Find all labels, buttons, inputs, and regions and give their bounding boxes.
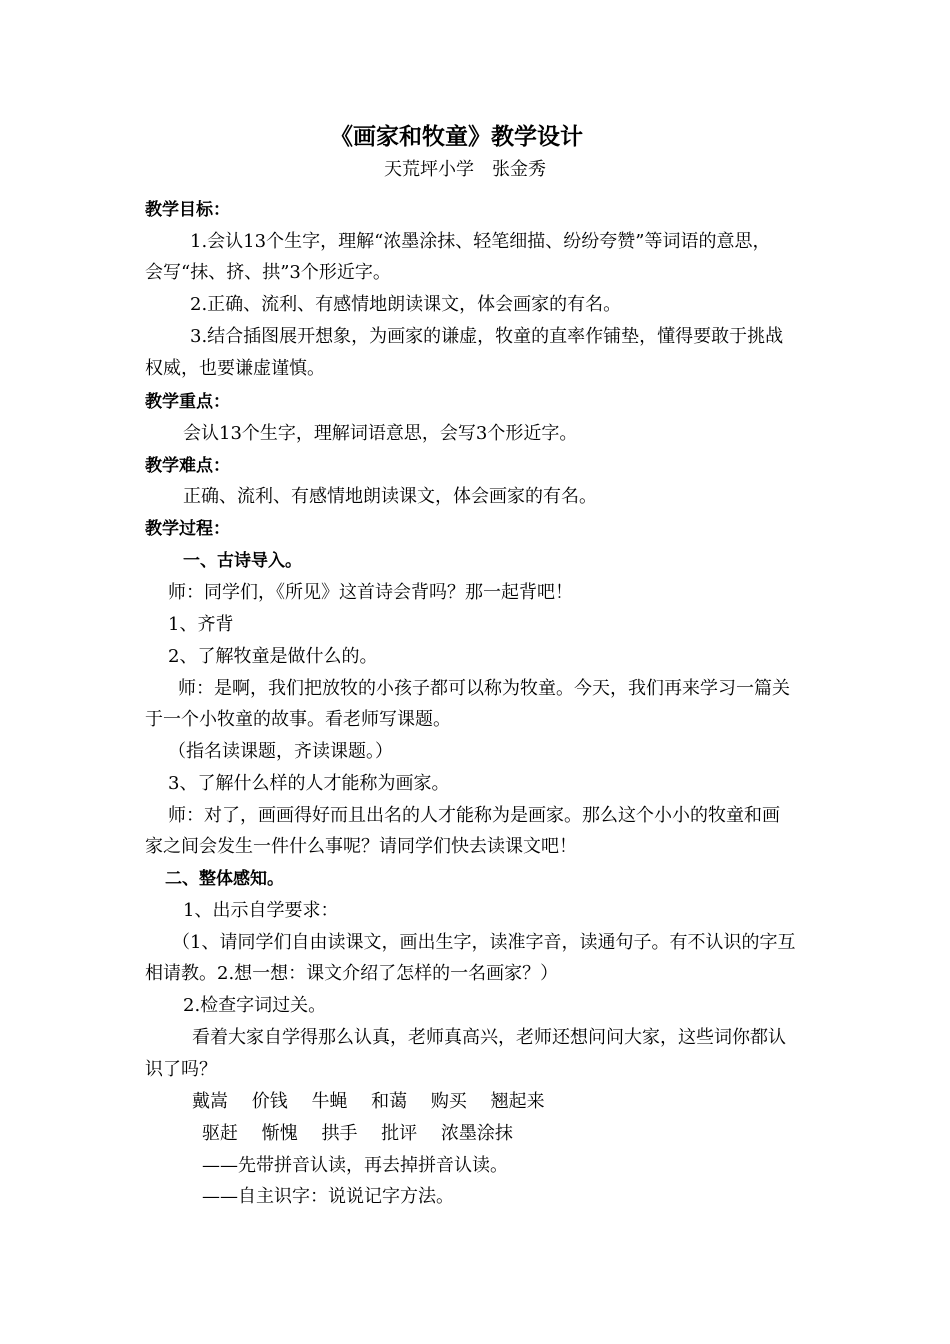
process-heading: 教学过程： bbox=[145, 519, 230, 539]
goal-1-line-1: 1.会认13个生字，理解“浓墨涂抹、轻笔细描、纷纷夸赞”等词语的意思， bbox=[190, 231, 771, 252]
paragraph: 看着大家自学得那么认真，老师真高兴，老师还想问问大家，这些词你都认 bbox=[192, 1027, 786, 1048]
paragraph: ——先带拼音认读，再去掉拼音认读。 bbox=[202, 1155, 508, 1176]
paragraph: （1、请同学们自由读课文，画出生字，读准字音，读通句子。有不认识的字互 bbox=[172, 932, 796, 953]
paragraph: 家之间会发生一件什么事呢？请同学们快去读课文吧！ bbox=[145, 836, 577, 857]
author-line: 天荒坪小学 张金秀 bbox=[384, 159, 546, 180]
vocabulary-row-1: 戴嵩 价钱 牛蝇 和蔼 购买 翘起来 bbox=[192, 1091, 545, 1112]
paragraph: 识了吗？ bbox=[145, 1059, 217, 1080]
key-points-text: 会认13个生字，理解词语意思，会写3个形近字。 bbox=[183, 423, 578, 444]
paragraph: 相请教。2.想一想：课文介绍了怎样的一名画家？） bbox=[145, 963, 559, 984]
goals-heading: 教学目标： bbox=[145, 200, 230, 220]
paragraph: 于一个小牧童的故事。看老师写课题。 bbox=[145, 709, 451, 730]
goal-3-line-1: 3.结合插图展开想象，为画家的谦虚，牧童的直率作铺垫，懂得要敢于挑战 bbox=[190, 326, 784, 347]
paragraph: 2.检查字词过关。 bbox=[183, 995, 327, 1016]
paragraph: 师：同学们，《所见》这首诗会背吗？那一起背吧！ bbox=[168, 582, 573, 603]
paragraph: 1、出示自学要求： bbox=[183, 900, 339, 921]
paragraph: 师：对了，画画得好而且出名的人才能称为是画家。那么这个小小的牧童和画 bbox=[168, 805, 780, 826]
vocabulary-row-2: 驱赶 惭愧 拱手 批评 浓墨涂抹 bbox=[202, 1123, 513, 1144]
difficult-points-heading: 教学难点： bbox=[145, 456, 230, 476]
goal-1-line-2: 会写“抹、挤、拱”3个形近字。 bbox=[145, 262, 391, 283]
paragraph: 2、了解牧童是做什么的。 bbox=[168, 646, 378, 667]
paragraph: 1、齐背 bbox=[168, 614, 234, 635]
key-points-heading: 教学重点： bbox=[145, 392, 230, 412]
paragraph: 3、了解什么样的人才能称为画家。 bbox=[168, 773, 450, 794]
document-title: 《画家和牧童》教学设计 bbox=[330, 123, 583, 150]
part-1-heading: 一、古诗导入。 bbox=[183, 551, 302, 571]
part-2-heading: 二、整体感知。 bbox=[165, 869, 284, 889]
goal-2: 2.正确、流利、有感情地朗读课文，体会画家的有名。 bbox=[190, 294, 622, 315]
paragraph: ——自主识字：说说记字方法。 bbox=[202, 1186, 454, 1207]
difficult-points-text: 正确、流利、有感情地朗读课文，体会画家的有名。 bbox=[183, 486, 597, 507]
paragraph: （指名读课题，齐读课题。） bbox=[168, 741, 393, 762]
goal-3-line-2: 权威，也要谦虚谨慎。 bbox=[145, 358, 325, 379]
paragraph: 师：是啊，我们把放牧的小孩子都可以称为牧童。今天，我们再来学习一篇关 bbox=[178, 678, 790, 699]
